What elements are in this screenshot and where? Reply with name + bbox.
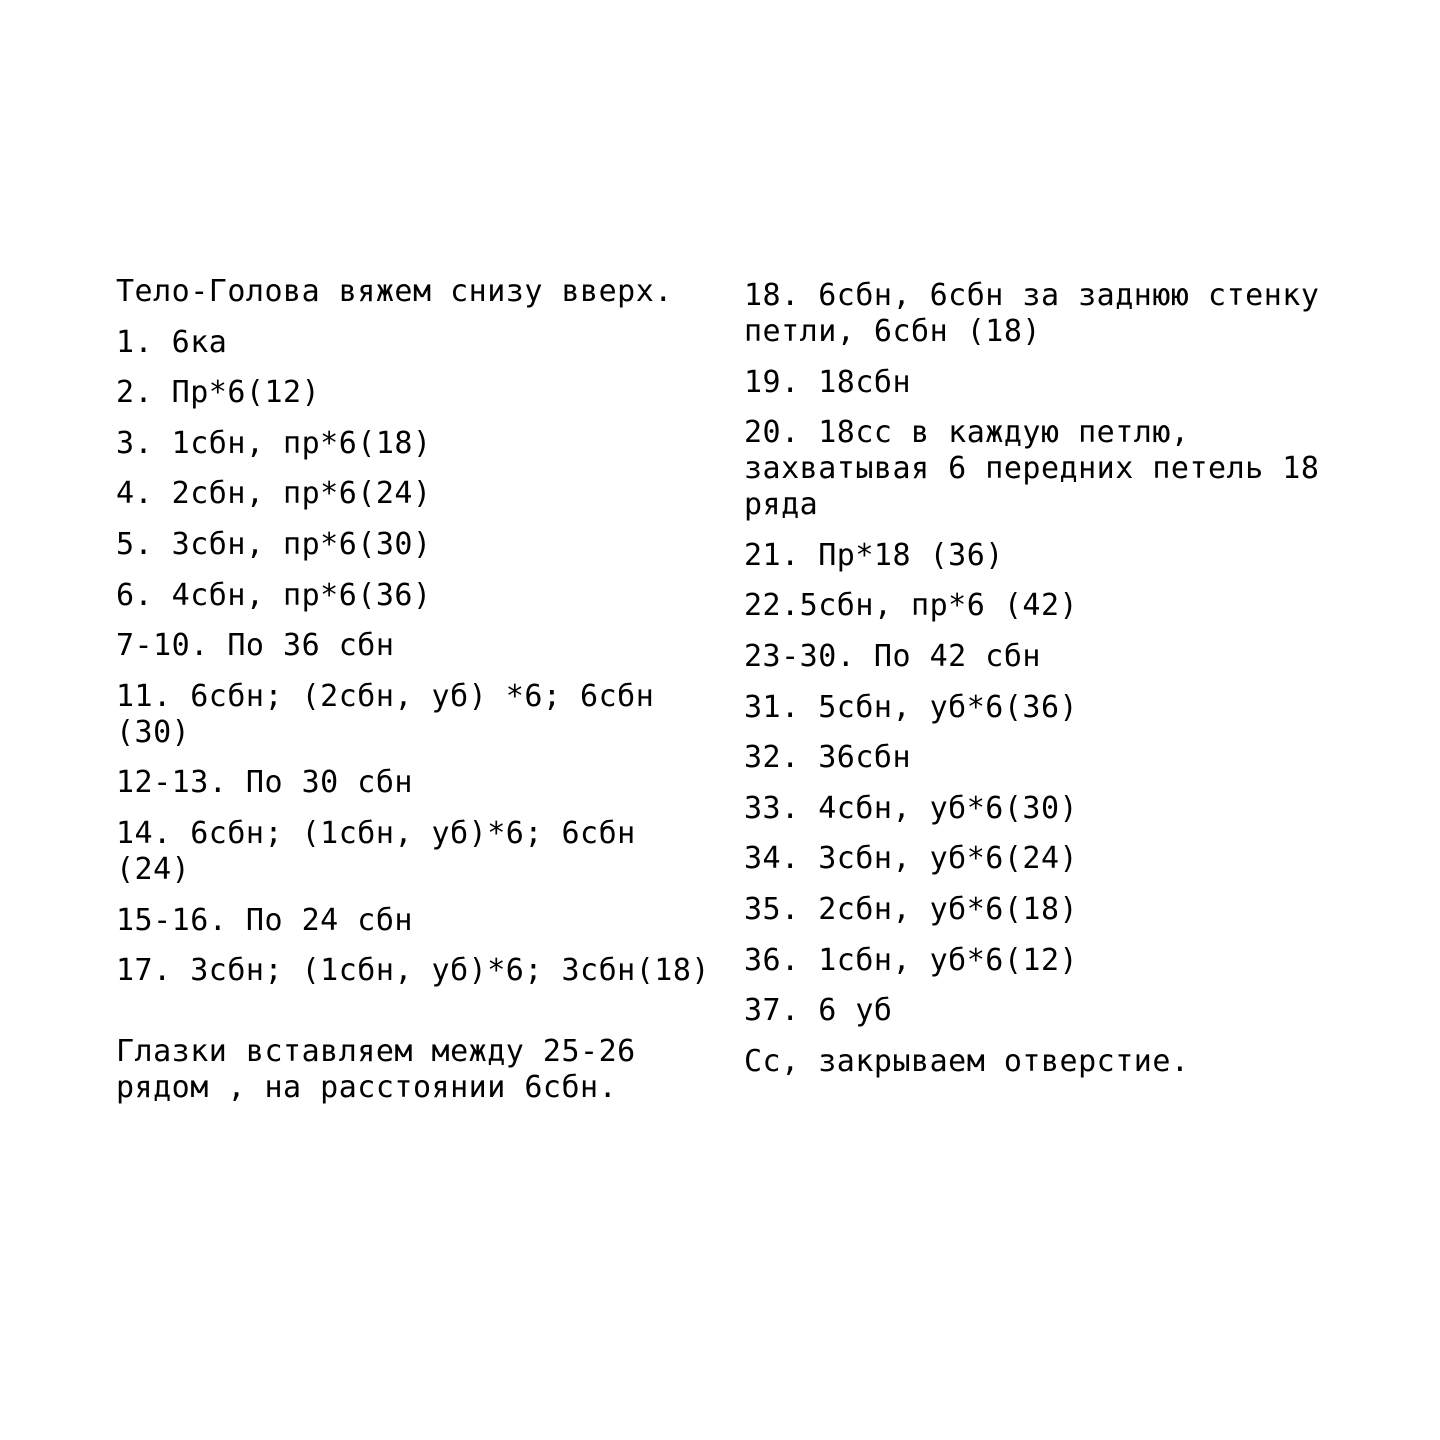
pattern-row-35: 35. 2сбн, уб*6(18)	[744, 891, 1079, 927]
pattern-row-12-13: 12-13. По 30 сбн	[116, 765, 413, 801]
pattern-row-22: 22.5сбн, пр*6 (42)	[744, 588, 1079, 624]
pattern-row-3: 3. 1сбн, пр*6(18)	[116, 425, 432, 461]
pattern-row-4: 4. 2сбн, пр*6(24)	[116, 476, 432, 512]
pattern-row-7-10: 7-10. По 36 сбн	[116, 628, 395, 664]
section-heading: Тело-Голова вяжем снизу вверх.	[116, 274, 673, 309]
pattern-row-36: 36. 1сбн, уб*6(12)	[744, 942, 1079, 978]
pattern-row-17: 17. 3сбн; (1сбн, уб)*6; 3сбн(18)	[116, 953, 710, 989]
eyes-note: Глазки вставляем между 25-26 рядом , на расстоянии 6сбн.	[116, 1034, 636, 1105]
pattern-row-32: 32. 36сбн	[744, 740, 912, 776]
pattern-row-15-16: 15-16. По 24 сбн	[116, 902, 413, 938]
pattern-row-6: 6. 4сбн, пр*6(36)	[116, 577, 432, 613]
left-column	[116, 274, 716, 1004]
pattern-row-11: 11. 6сбн; (2сбн, уб) *6; 6сбн (30)	[116, 678, 673, 750]
pattern-row-33: 33. 4сбн, уб*6(30)	[744, 790, 1079, 826]
pattern-row-23-30: 23-30. По 42 сбн	[744, 638, 1041, 674]
closing-instruction: Сс, закрываем отверстие.	[744, 1043, 1190, 1079]
pattern-row-14: 14. 6сбн; (1сбн, уб)*6; 6сбн (24)	[116, 815, 655, 887]
pattern-row-1: 1. 6ка	[116, 324, 228, 360]
pattern-row-37: 37. 6 уб	[744, 993, 893, 1029]
pattern-row-31: 31. 5сбн, уб*6(36)	[744, 689, 1079, 725]
pattern-row-18: 18. 6сбн, 6сбн за заднюю стенку петли, 6сбн (18)	[744, 278, 1320, 349]
pattern-row-21: 21. Пр*18 (36)	[744, 537, 1004, 573]
pattern-row-5: 5. 3сбн, пр*6(30)	[116, 526, 432, 562]
pattern-row-34: 34. 3сбн, уб*6(24)	[744, 841, 1079, 877]
pattern-row-19: 19. 18сбн	[744, 364, 912, 400]
right-column	[744, 278, 1344, 1094]
pattern-row-20: 20. 18сс в каждую петлю, захватывая 6 передних петель 18 ряда	[744, 415, 1320, 523]
pattern-row-2: 2. Пр*6(12)	[116, 375, 321, 411]
